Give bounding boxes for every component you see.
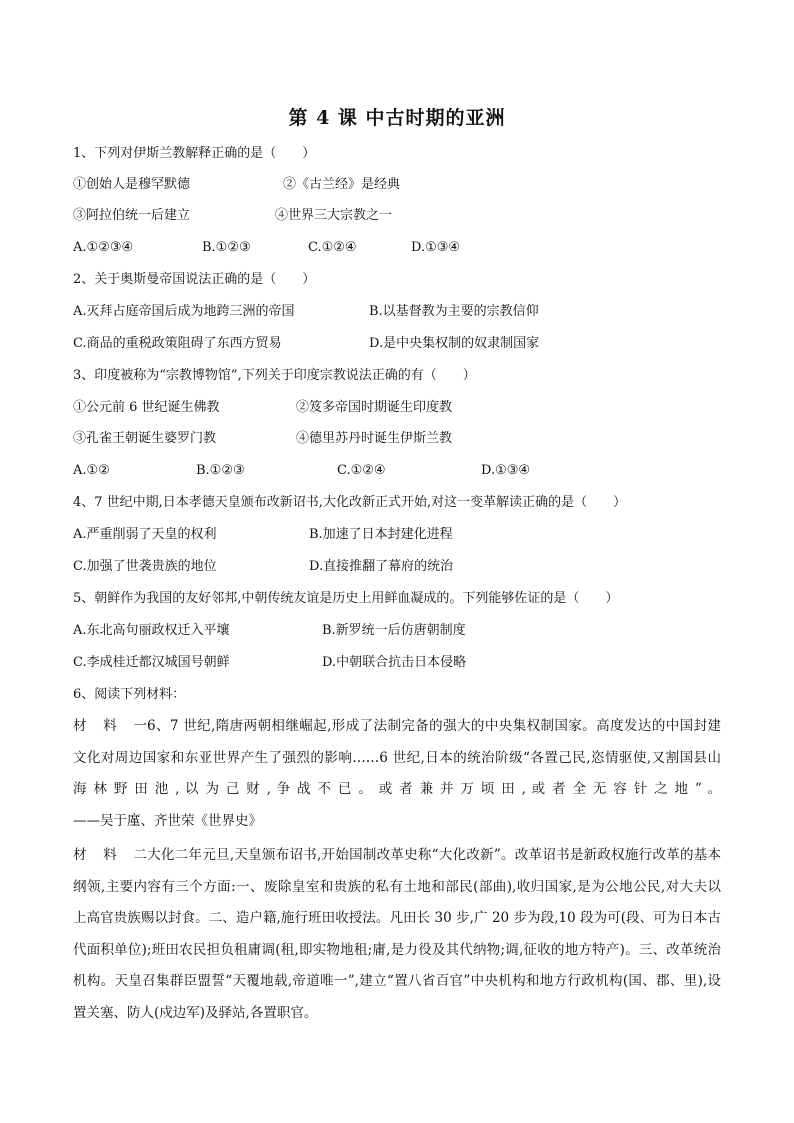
q3-option-b: B.①②③ [196,463,245,478]
material-2-label: 材料二 [73,847,147,863]
material-1-line-3: 海 林 野 田 池 , 以 为 己 财 , 争 战 不 已 。 或 者 兼 并 万 顷 田 , 或 者 全 无 容 针 之 地 ” 。 [73,781,721,797]
q3-option-d: D.①③④ [481,463,531,478]
q2-option-d: D.是中央集权制的奴隶制国家 [369,336,540,351]
q4-stem: 4、7 世纪中期,日本孝德天皇颁布改新诏书,大化改新正式开始,对这一变革解读正确的是（ ） [73,495,627,510]
q5-option-a: A.东北高句丽政权迁入平壤 [73,623,230,638]
q1-option-b: B.①②③ [202,240,251,255]
q3-stem: 3、印度被称为“宗教博物馆”,下列关于印度宗教说法正确的有（ ） [73,368,476,383]
q3-statement-2: ②笈多帝国时期诞生印度教 [296,400,453,415]
material-1-source: ——吴于廑、齐世荣《世界史》 [73,812,262,829]
material-2-line-2: 纲领,主要内容有三个方面:一、废除皇室和贵族的私有土地和部民(部曲),收归国家,是为公地公民,对大夫以 [73,878,721,895]
q1-stem: 1、下列对伊斯兰教解释正确的是（ ） [73,146,316,161]
material-2-line-1: 材料二大化二年元旦,天皇颁布诏书,开始国制改革史称“大化改新”。改革诏书是新政权施行改革的基本 [73,840,721,872]
material-1-line-1: 材料一6、7 世纪,隋唐两朝相继崛起,形成了法制完备的强大的中央集权制国家。高度发达的中国封建 [73,711,721,743]
q1-statement-1: ①创始人是穆罕默德 [73,177,191,192]
q1-statement-4: ④世界三大宗教之一 [275,208,393,223]
material-2-line-5: 机构。天皇召集群臣盟誓“天覆地载,帝道唯一”,建立“置八省百官”中央机构和地方行政机构(国、郡、里),设 [73,973,721,989]
q3-statement-3: ③孔雀王朝诞生婆罗门教 [73,431,217,446]
q5-option-c: C.李成桂迁都汉城国号朝鲜 [73,655,230,670]
q2-option-c: C.商品的重税政策阻碍了东西方贸易 [73,336,282,351]
material-2-line-4: 代面积单位);班田农民担负租庸调(租,即实物地租;庸,是力役及其代纳物;调,征收的地方特产)。三、改革统治 [73,941,721,958]
q4-option-c: C.加强了世袭贵族的地位 [73,559,217,574]
q1-statement-2: ②《古兰经》是经典 [283,177,401,192]
q2-option-a: A.灭拜占庭帝国后成为地跨三洲的帝国 [73,304,295,319]
q1-statement-3: ③阿拉伯统一后建立 [73,208,191,223]
q3-statement-4: ④德里苏丹时诞生伊斯兰教 [296,431,453,446]
q3-option-a: A.①② [73,463,110,478]
q6-stem: 6、阅读下列材料： [73,687,186,702]
q1-option-d: D.①③④ [411,240,461,255]
q2-stem: 2、关于奥斯曼帝国说法正确的是（ ） [73,272,316,287]
material-2-line-3: 上高官贵族赐以封食。二、造户籍,施行班田收授法。凡田长 30 步,广 20 步为段,10 段为可(段、可为日本古 [73,910,721,926]
q3-option-c: C.①②④ [337,463,386,478]
material-1-line-2: 文化对周边国家和东亚世界产生了强烈的影响……6 世纪,日本的统治阶级“各置己民,恣情驱使,又割国县山 [73,749,721,766]
material-1-label: 材料一 [73,718,147,734]
q4-option-b: B.加速了日本封建化进程 [309,527,453,542]
q5-option-b: B.新罗统一后仿唐朝制度 [322,623,466,638]
q2-option-b: B.以基督教为主要的宗教信仰 [369,304,539,319]
q5-stem: 5、朝鲜作为我国的友好邻邦,中朝传统友谊是历史上用鲜血凝成的。下列能够佐证的是（ ） [73,591,619,606]
page-title: 第 4 课 中古时期的亚洲 [288,107,506,129]
q3-statement-1: ①公元前 6 世纪诞生佛教 [73,400,220,415]
q4-option-a: A.严重削弱了天皇的权利 [73,527,217,542]
material-1 [73,711,721,837]
q5-option-d: D.中朝联合抗击日本侵略 [322,655,467,670]
material-2 [73,840,721,1029]
q4-option-d: D.直接推翻了幕府的统治 [309,559,454,574]
q1-option-a: A.①②③④ [73,240,134,255]
material-2-line-6: 置关塞、防人(戍边军)及驿站,各置职官。 [73,1004,318,1021]
q1-option-c: C.①②④ [308,240,357,255]
